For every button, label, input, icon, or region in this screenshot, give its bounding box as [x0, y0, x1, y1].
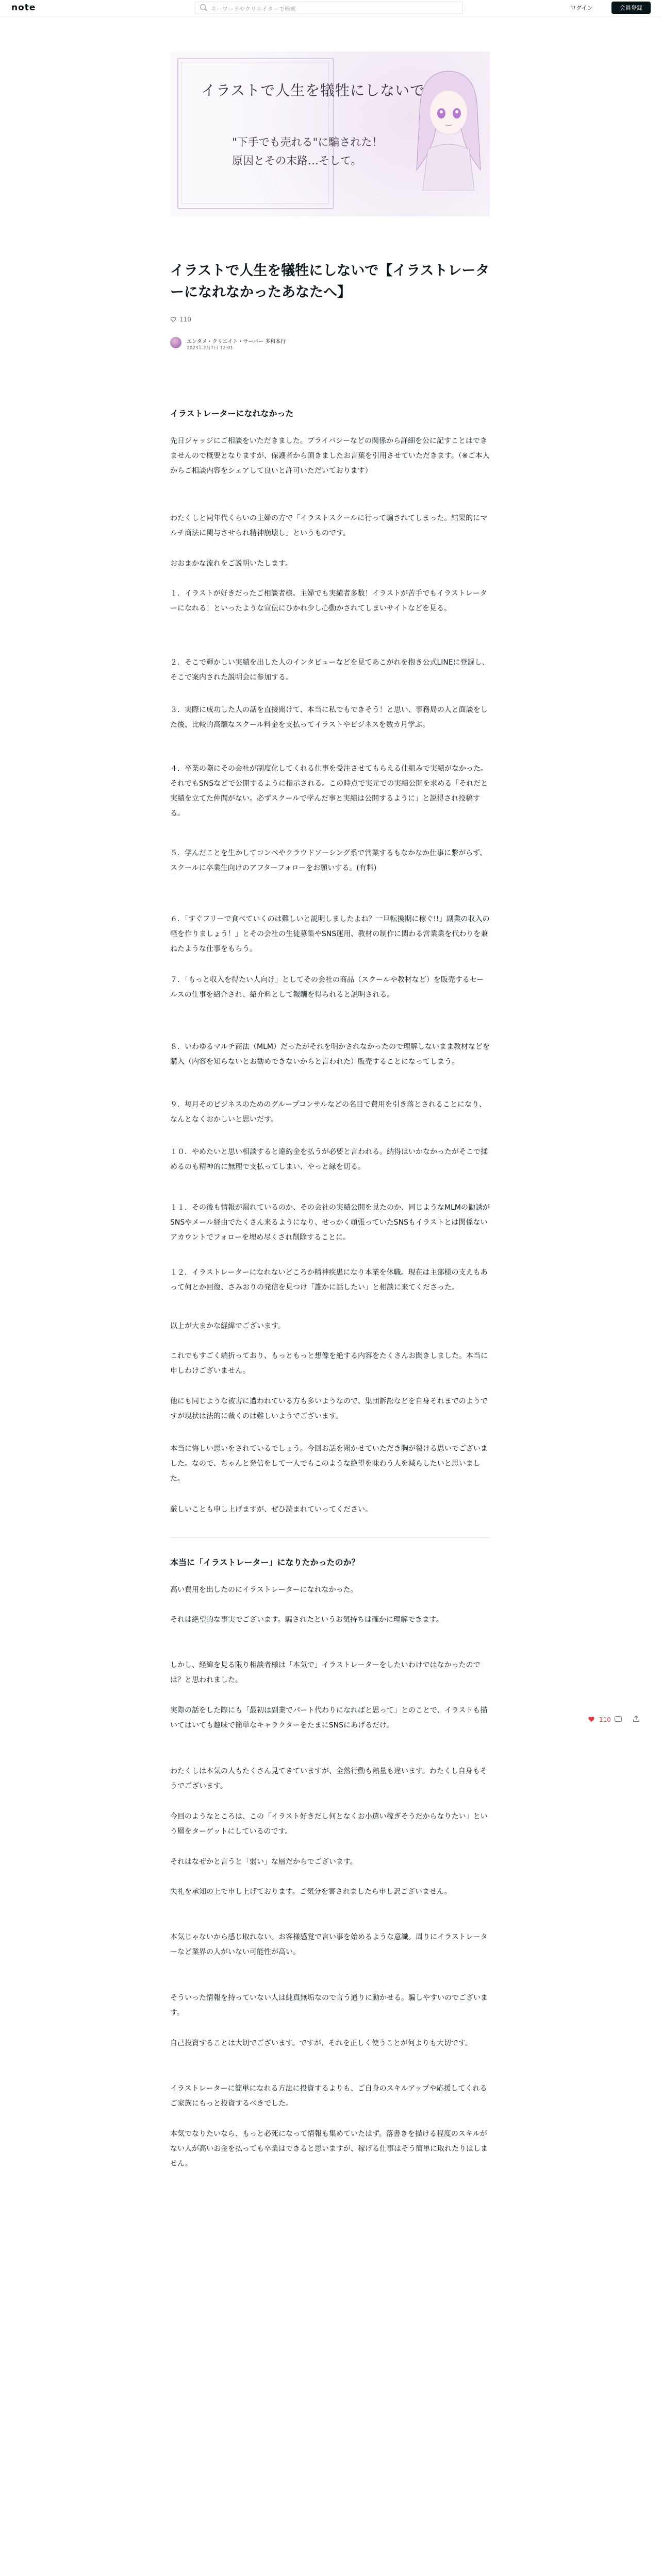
article-title: イラストで人生を犠牲にしないで【イラストレーターになれなかったあなたへ】 — [170, 263, 490, 300]
paragraph: 今回のようなところは、この「イラスト好きだし何となくお小遣い稼ぎそうだからなりたい」という層をターゲットにしているのです。 — [170, 1812, 488, 1836]
paragraph: しかし、経緯を見る限り相談者様は「本気で」イラストレーターをしたいわけではなかったのでは？と思われました。 — [170, 1661, 481, 1684]
paragraph: 高い費用を出したのにイラストレーターになれなかった。 — [170, 1586, 358, 1594]
paragraph: それはなぜかと言うと「弱い」な層だからでございます。 — [170, 1858, 357, 1866]
paragraph: 本当に悔しい思いをされているでしょう。今回お話を聞かせていただき胸が裂ける思いでございました。なので、ちゃんと発信をして一人でもこのような絶望を味わう人を減らしたいと思いました。 — [170, 1445, 488, 1483]
note-logo[interactable]: note — [11, 3, 36, 13]
paragraph: 他にも同じような被害に遭われている方も多いようなので、集団訴訟などを自身それまでのようですが現状は法的に裁くのは難しいようでございます。 — [170, 1397, 488, 1420]
paragraph: 自己投資することは大切でございます。ですが、それを正しく使うことが何よりも大切です。 — [170, 2039, 472, 2047]
section-heading: イラストレーターになれなかった — [170, 409, 294, 418]
paragraph: ２．そこで輝かしい実績を出した人のインタビューなどを見てあこがれを抱き公式LINEに登録し、そこで案内された説明会に参加する。 — [170, 658, 489, 682]
search-placeholder: キーワードやクリエイターで検索 — [211, 6, 296, 12]
hero-image — [170, 52, 490, 216]
paragraph: おおまかな流れをご説明いたします。 — [170, 560, 292, 568]
site-header — [0, 0, 662, 17]
paragraph: 先日ジャッジにご相談をいただきました。プライバシーなどの関係から詳細を公に記すことはできませんので概要となりますが、保護者から頂きましたお言葉を引用させていただきます。（※ご本人からご相談内容をシェアして良いと許可いただいております） — [170, 437, 490, 475]
section-divider — [170, 1537, 490, 1538]
paragraph: １０．やめたいと思い相談すると違約金を払うが必要と言われる。納得はいかなかったがそこで揉めるのも精神的に無理で支払ってしまい、やっと縁を切る。 — [170, 1148, 488, 1171]
paragraph: それは絶望的な事実でございます。騙されたというお気持ちは確かに理解できます。 — [170, 1616, 443, 1624]
paragraph: そういった情報を持っていない人は純真無垢なので言う通りに動かせる。騙しやすいのでございます。 — [170, 1994, 488, 2017]
paragraph: 失礼を承知の上で申し上げております。ご気分を害されましたら申し訳ございません。 — [170, 1888, 452, 1896]
paragraph: 厳しいことも申し上げますが、ぜひ読まれていってください。 — [170, 1505, 372, 1514]
author-avatar[interactable] — [170, 337, 181, 348]
paragraph: 以上が大まかな経緯でございます。 — [170, 1322, 285, 1330]
post-date: 2023年2月7日 12:01 — [187, 346, 234, 351]
signup-button[interactable]: 会員登録 — [611, 2, 651, 14]
paragraph: ４．卒業の際にその会社が制度化してくれる仕事を受注させてもらえる仕組みで実績がなかった。それでもSNSなどで公開するように指示される。この時点で実元での実績公開を求める「それだと実績を立てた仲間がない。必ずスクールで学んだ事と実績は公開するように」と説得され投稿する。 — [170, 765, 488, 818]
comment-icon[interactable] — [615, 1716, 622, 1722]
paragraph: 実際の話をした際にも「最初は副業でパート代わりになればと思って」とのことで、イラストも描いてはいても趣味で簡単なキャラクターをたまにSNSにあげるだけ。 — [170, 1706, 488, 1730]
paragraph: １．イラストが好きだったご相談者様。主婦でも実績者多数！イラストが苦手でもイラストレーターになれる！といったような宣伝にひかれ少し心動かされてしまいサイトなどを見る。 — [170, 589, 487, 613]
paragraph: ９．毎月そのビジネスのためのグループコンサルなどの名目で費用を引き落とされることになり、なんとなくおかしいと思いだす。 — [170, 1100, 487, 1124]
heart-icon[interactable] — [170, 316, 176, 323]
paragraph: わたくしは本気の人もたくさん見てきていますが、全然行動も熱量も違います。わたくし自身もそうでございます。 — [170, 1767, 487, 1790]
paragraph: これでもすごく端折っており、もっともっと想像を絶する内容をたくさんお聞きしました。本当に申しわけございません。 — [170, 1352, 488, 1375]
paragraph: １１．その後も情報が漏れているのか、その会社の実績公開を見たのか、同じようなMLMの勧誘がSNSやメール経由でたくさん来るようになり、せっかく頑張っていたSNSもイラストとは関係ないアカウントでフォローを埋め尽くされ削除することに。 — [170, 1204, 490, 1242]
paragraph: １２．イラストレーターになれないどころか精神疾患になり本業を休職。現在は主部様の支えもあって何とか回復、さみおりの発信を見つけ「誰かに話したい」と相談に来てくださった。 — [170, 1268, 488, 1292]
hero-subtitle-2: 原因とその末路…そして。 — [232, 155, 362, 167]
like-counter[interactable] — [170, 316, 191, 324]
author-name[interactable]: エンタメ・クリエイト・サーバー 多和本行 — [187, 339, 286, 345]
floating-action-bar — [588, 1715, 650, 1725]
like-count: 110 — [179, 316, 191, 323]
section-heading: 本当に「イラストレーター」になりたかったのか？ — [170, 1557, 360, 1567]
paragraph: ５．学んだことを生かしてコンペやクラウドソーシング系で営業するもなかなか仕事に繋がらず、スクールに卒業生向けのアフターフォローをお願いする。(有料) — [170, 849, 487, 872]
login-button[interactable]: ログイン — [566, 2, 597, 14]
paragraph: イラストレーターに簡単になれる方法に投資するよりも、ご自身のスキルアップや応援してくれるご家族にもっと投資するべきでした。 — [170, 2084, 487, 2108]
paragraph: ６．「すぐフリーで食べていくのは難しいと説明しましたよね？一旦転換期に稼ぐ!!」副業の収入の軽を作りましょう！」とその会社の生徒募集やSNS運用、教材の制作に関わる営業業を代わりを兼ねたような仕事をもらう。 — [170, 915, 490, 953]
paragraph: 本気でなりたいなら、もっと必死になって情報も集めていたはず。落書きを描ける程度のスキルがない人が高いお金を払っても卒業はできると思いますが、稼げる仕事はそう簡単に取れたりはしません。 — [170, 2130, 488, 2168]
paragraph: わたくしと同年代くらいの主婦の方で「イラストスクールに行って騙されてしまった。結果的にマルチ商法に関与させられ精神崩壊し」というものです。 — [170, 514, 488, 537]
heart-icon[interactable] — [588, 1716, 595, 1723]
paragraph: ８．いわゆるマルチ商法（MLM）だったがそれを明かされなかったので理解しないまま教材などを購入（内容を知らないとお勧めできないからと言われた）販売することになってしまう。 — [170, 1043, 490, 1066]
hero-title: イラストで人生を犠牲にしないで — [201, 82, 425, 99]
paragraph: 本気じゃないから感じ取れない。お客様感覚で言い事を始めるような意識。周りにイラストレーターなど業界の人がいない可能性が高い。 — [170, 1933, 488, 1956]
hero-subtitle-1: "下手でも売れる"に騙された！ — [232, 136, 383, 148]
paragraph: ７．「もっと収入を得たい人向け」としてその会社の商品（スクールや教材など）を販売するセールスの仕事を紹介され、紹介料として報酬を得られると説明される。 — [170, 976, 484, 999]
paragraph: ３．実際に成功した人の話を直接聞けて、本当に私でもできそう！と思い、事務局の人と面談をした後、比較的高額なスクール料金を支払ってイラストやビジネスを数カ月学ぶ。 — [170, 706, 488, 729]
like-count: 110 — [599, 1716, 611, 1723]
share-icon[interactable] — [632, 1715, 640, 1723]
search-input[interactable] — [195, 2, 463, 14]
search-icon — [200, 4, 206, 10]
